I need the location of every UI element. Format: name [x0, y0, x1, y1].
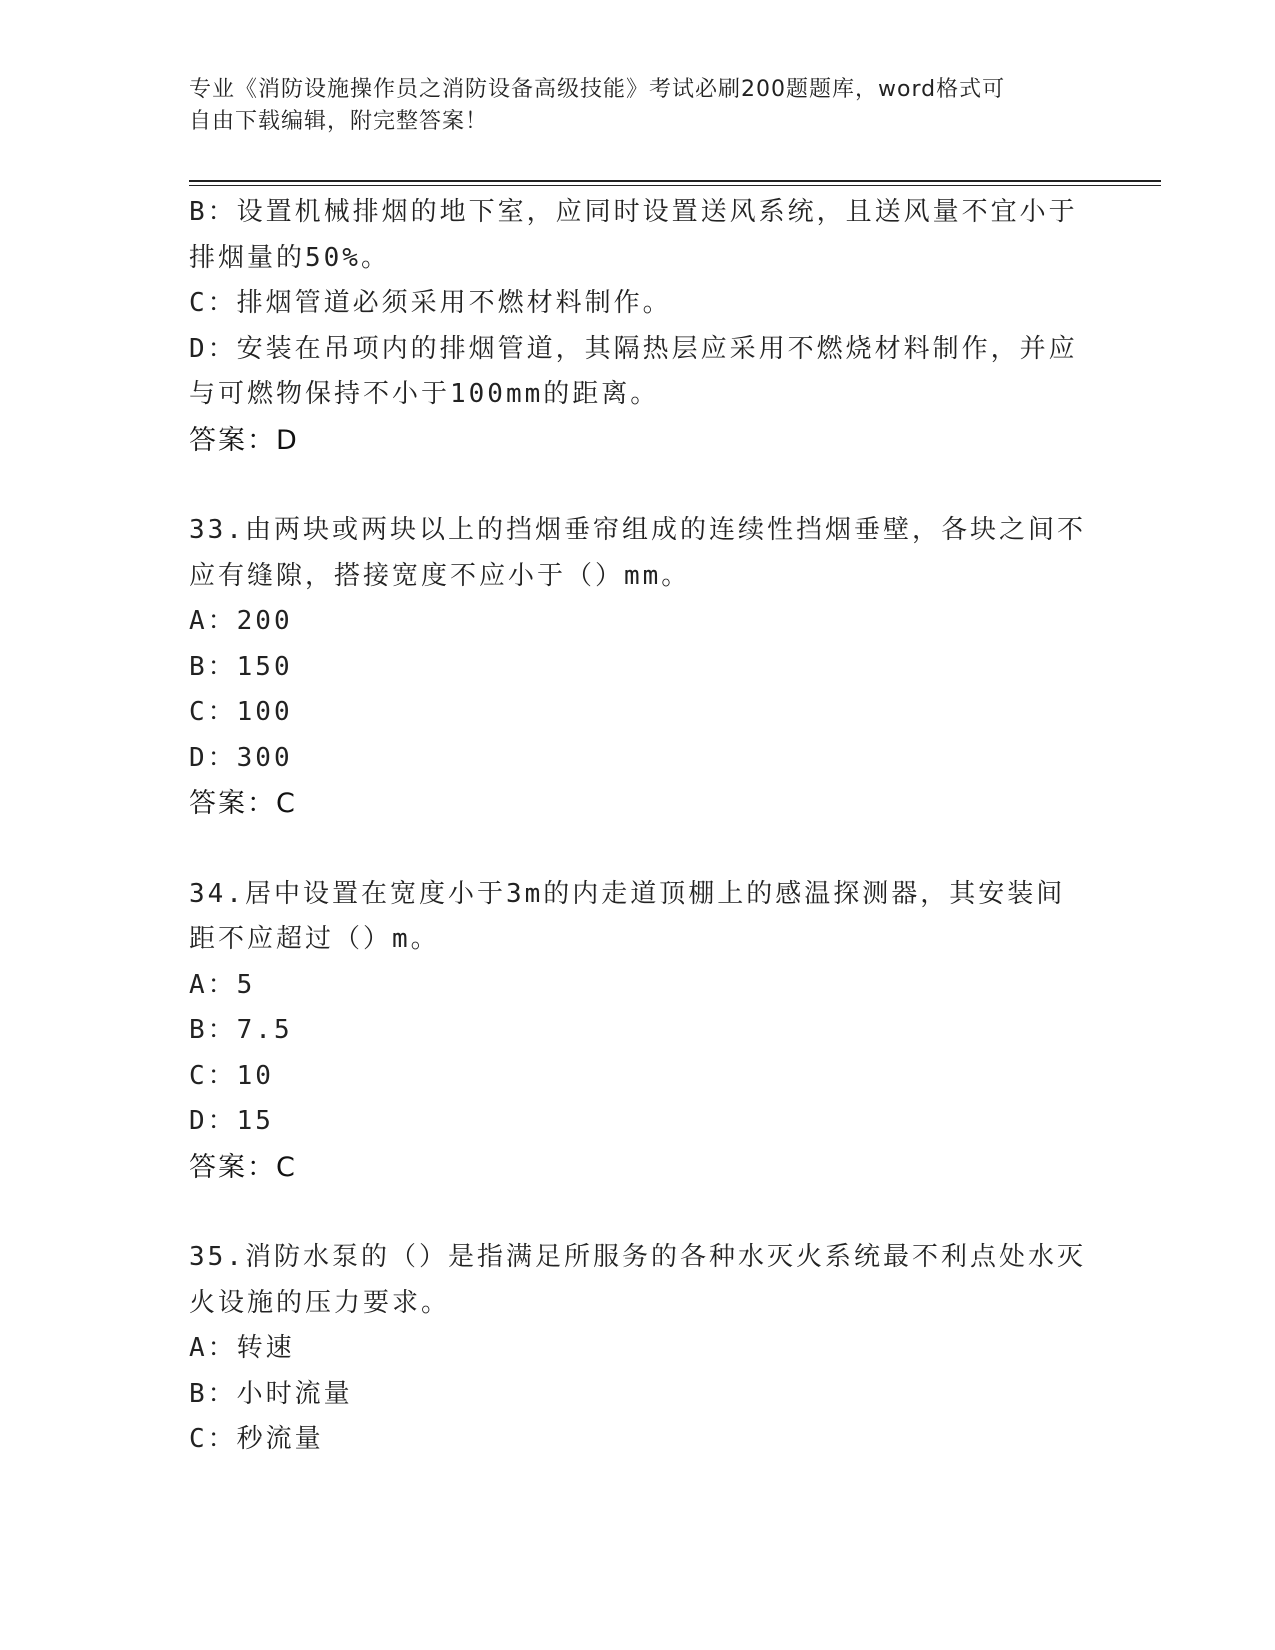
question-stem-line-1: 33.由两块或两块以上的挡烟垂帘组成的连续性挡烟垂壁，各块之间不 — [189, 515, 1086, 545]
prev-question-block — [189, 190, 1089, 463]
option-b: B：150 — [189, 651, 293, 682]
question-stem-line-1: 35.消防水泵的（）是指满足所服务的各种水灭火系统最不利点处水灭 — [189, 1242, 1086, 1272]
answer-label: 答案：D — [189, 424, 299, 456]
option-c: C：秒流量 — [189, 1424, 324, 1454]
answer-label: 答案：C — [189, 788, 297, 819]
question-stem-line-2: 距不应超过（）m。 — [189, 924, 440, 954]
header-line-2: 自由下载编辑，附完整答案！ — [189, 109, 489, 134]
option-b-line-2: 排烟量的50%。 — [189, 242, 390, 273]
header-line-1: 专业《消防设施操作员之消防设备高级技能》考试必刷200题题库，word格式可 — [189, 77, 1006, 102]
question-33 — [189, 508, 1089, 827]
option-b-line-1: B：设置机械排烟的地下室，应同时设置送风系统，且送风量不宜小于 — [189, 197, 1078, 227]
question-stem-line-2: 应有缝隙，搭接宽度不应小于（）mm。 — [189, 560, 691, 591]
option-d: D：15 — [189, 1106, 274, 1136]
header-divider-thin — [189, 185, 1161, 186]
header-divider-thick — [189, 180, 1161, 182]
question-stem-line-2: 火设施的压力要求。 — [189, 1287, 451, 1318]
question-35 — [189, 1235, 1089, 1463]
question-stem-line-1: 34.居中设置在宽度小于3m的内走道顶棚上的感温探测器，其安装间 — [189, 878, 1066, 909]
option-a: A：200 — [189, 606, 293, 636]
answer-label: 答案：C — [189, 1151, 297, 1183]
option-d-line-2: 与可燃物保持不小于100mm的距离。 — [189, 379, 660, 409]
option-b: B：小时流量 — [189, 1378, 353, 1409]
option-c: C：100 — [189, 697, 293, 727]
question-content — [189, 190, 1089, 1463]
option-a: A：5 — [189, 969, 256, 1000]
option-c: C：10 — [189, 1060, 274, 1091]
option-d-line-1: D：安装在吊项内的排烟管道，其隔热层应采用不燃烧材料制作，并应 — [189, 333, 1078, 364]
option-a: A：转速 — [189, 1333, 295, 1363]
option-b: B：7.5 — [189, 1015, 293, 1045]
question-34 — [189, 872, 1089, 1191]
document-header — [189, 74, 1089, 138]
option-d: D：300 — [189, 742, 293, 773]
option-c: C：排烟管道必须采用不燃材料制作。 — [189, 288, 672, 318]
